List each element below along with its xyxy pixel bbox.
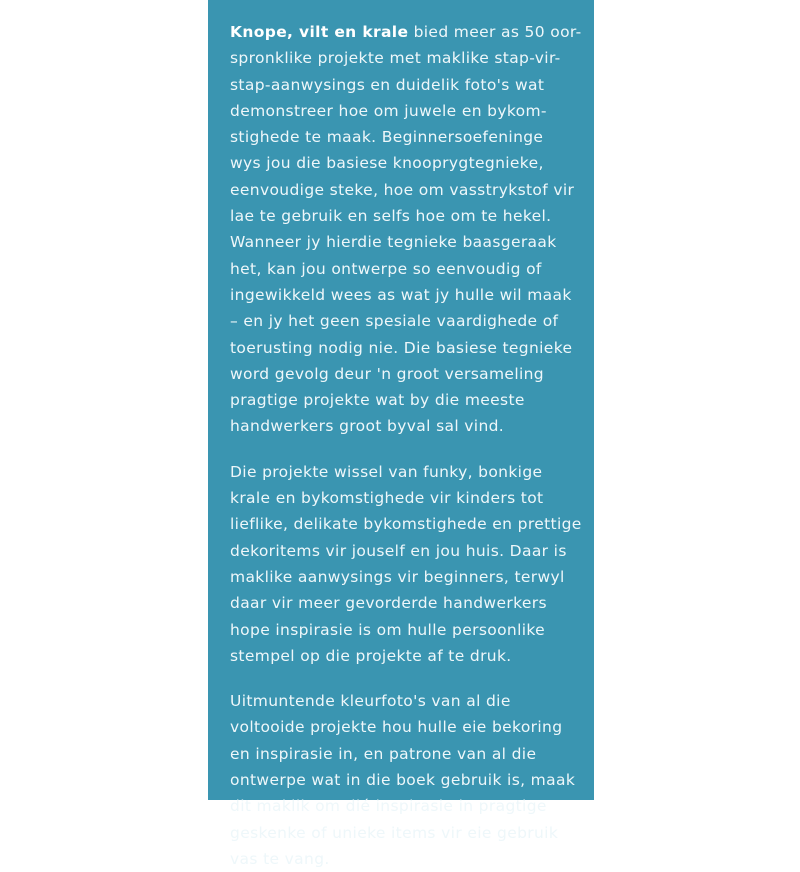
text-line: dekoritems vir jouself en jou huis. Daar is (230, 541, 567, 560)
text-line: stighede te maak. Beginnersoefeninge (230, 128, 544, 147)
text-line: het, kan jou ontwerpe so eenvoudig of (230, 259, 542, 278)
text-line: lieflike, delikate bykomstighede en prettige (230, 515, 582, 534)
text-line: krale en bykomstighede vir kinders tot (230, 489, 544, 508)
book-title-lead: Knope, vilt en krale (230, 23, 409, 41)
text-line: vas te vang. (230, 849, 330, 868)
text-line: wys jou die basiese knooprygtegnieke, (230, 154, 544, 173)
text-line: hope inspirasie is om hulle persoonlike (230, 620, 546, 639)
text-line: word gevolg deur 'n groot versameling (230, 364, 544, 383)
text-line: dit maklik om dié inspirasie in pragtige (230, 797, 547, 816)
text-line: stempel op die projekte af te druk. (230, 646, 512, 665)
text-line: Wanneer jy hierdie tegnieke baasgeraak (230, 233, 557, 252)
text-line-continuation: bied meer as 50 oor- (408, 23, 582, 41)
blurb-paragraph-3 (230, 688, 594, 872)
text-line: spronklike projekte met maklike stap-vir- (230, 49, 561, 68)
text-line: handwerkers groot byval sal vind. (230, 417, 505, 436)
text-line: demonstreer hoe om juwele en bykom- (230, 101, 547, 120)
blurb-paragraph-1 (230, 19, 594, 440)
text-line: en inspirasie in, en patrone van al die (230, 744, 537, 763)
text-line: geskenke of unieke items vir eie gebruik (230, 823, 559, 842)
text-line: ingewikkeld wees as wat jy hulle wil maak (230, 285, 572, 304)
text-line: eenvoudige steke, hoe om vasstrykstof vir (230, 180, 575, 199)
text-line: maklike aanwysings vir beginners, terwyl (230, 567, 565, 586)
text-line: ontwerpe wat in die boek gebruik is, maak (230, 771, 576, 790)
blurb-paragraph-2 (230, 459, 594, 669)
text-line: daar vir meer gevorderde handwerkers (230, 594, 547, 613)
blurb-panel (208, 0, 594, 868)
text-line: lae te gebruik en selfs hoe om te hekel. (230, 207, 552, 226)
text-line: – en jy het geen spesiale vaardighede of (230, 312, 559, 331)
text-line: pragtige projekte wat by die meeste (230, 391, 525, 410)
text-line: Uitmuntende kleurfoto's van al die (230, 692, 511, 711)
text-line: Die projekte wissel van funky, bonkige (230, 462, 543, 481)
text-line (230, 19, 594, 45)
text-line: voltooide projekte hou hulle eie bekoring (230, 718, 563, 737)
text-line: toerusting nodig nie. Die basiese tegnieke (230, 338, 573, 357)
text-line: stap-aanwysings en duidelik foto's wat (230, 75, 545, 94)
